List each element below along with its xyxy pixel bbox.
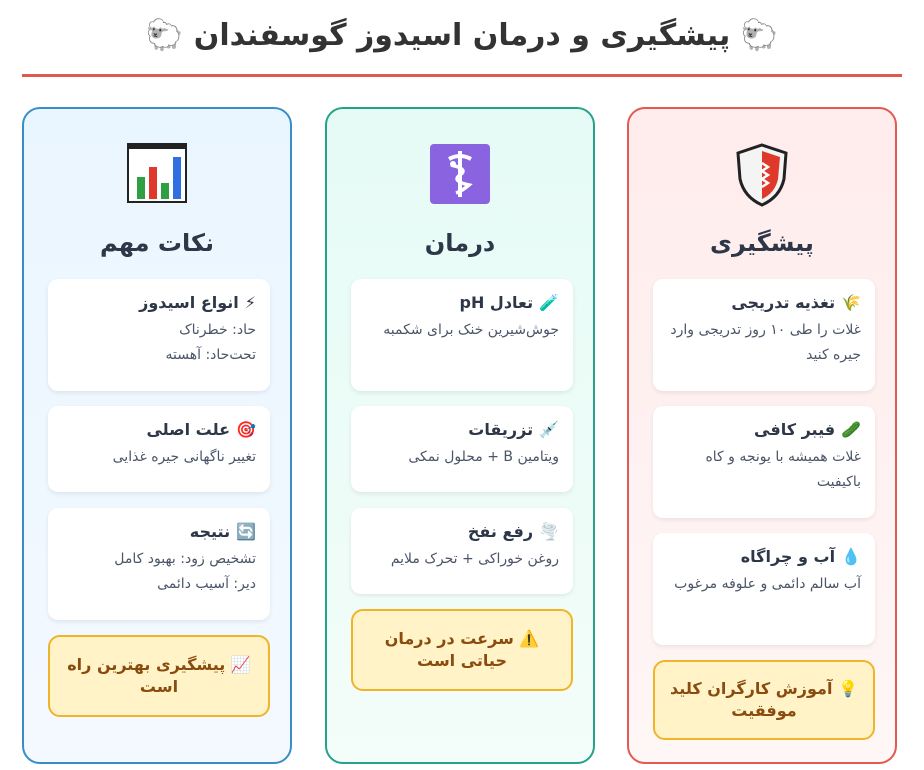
droplet-icon: 💧	[841, 547, 861, 566]
card-title: علت اصلی	[146, 420, 231, 439]
info-card	[48, 406, 270, 492]
card-title: تغذیه تدریجی	[731, 293, 836, 312]
card-title: رفع نفخ	[467, 522, 534, 541]
seedling-icon: 🌾	[841, 293, 861, 312]
card-title: آب و چراگاه	[740, 547, 836, 566]
page-title-text: پیشگیری و درمان اسیدوز گوسفندان	[193, 18, 731, 53]
card-body: غلات را طی ۱۰ روز تدریجی وارد جیره کنید	[670, 322, 861, 363]
note-text: پیشگیری بهترین راه است	[67, 655, 226, 696]
sheep-icon: 🐑	[145, 18, 184, 53]
shield-icon	[629, 143, 895, 207]
card-body: تغییر ناگهانی جیره غذایی	[112, 449, 256, 465]
column-title: پیشگیری	[710, 229, 814, 257]
column-prevention	[627, 107, 897, 764]
column-title: نکات مهم	[100, 229, 214, 257]
column-title: درمان	[424, 229, 496, 257]
card-title: انواع اسیدوز	[139, 293, 239, 312]
page-header	[22, 0, 902, 77]
card-body: تشخیص زود: بهبود کامل دیر: آسیب دائمی	[114, 551, 256, 592]
note-text: سرعت در درمان حیاتی است	[384, 629, 514, 670]
chart-up-icon: 📈	[230, 655, 251, 674]
sheep-icon: 🐑	[740, 18, 779, 53]
info-card	[653, 533, 875, 645]
info-card	[48, 279, 270, 391]
card-title: نتیجه	[189, 522, 231, 541]
bar-chart-icon	[24, 143, 290, 207]
card-body: روغن خوراکی + تحرک ملایم	[390, 551, 559, 567]
test-tube-icon: 🧪	[539, 293, 559, 312]
card-body: حاد: خطرناک تحت‌حاد: آهسته	[165, 322, 256, 363]
lightning-icon: ⚡	[244, 293, 256, 312]
medical-icon	[327, 143, 593, 207]
highlight-note	[351, 609, 573, 691]
tornado-icon: 🌪️	[539, 522, 559, 541]
card-title: تزریقات	[468, 420, 534, 439]
card-title: فیبر کافی	[754, 420, 836, 439]
note-text: آموزش کارگران کلید موفقیت	[670, 679, 833, 720]
highlight-note	[653, 660, 875, 740]
page-title	[22, 18, 902, 53]
info-card	[653, 406, 875, 518]
refresh-icon: 🔄	[236, 522, 256, 541]
cucumber-icon: 🥒	[841, 420, 861, 439]
info-card	[653, 279, 875, 391]
target-icon: 🎯	[236, 420, 256, 439]
info-card	[351, 508, 573, 594]
info-card	[48, 508, 270, 620]
warning-icon: ⚠️	[519, 629, 540, 648]
syringe-icon: 💉	[539, 420, 559, 439]
column-treatment	[325, 107, 595, 764]
card-title: تعادل pH	[459, 293, 534, 312]
column-key-points	[22, 107, 292, 764]
card-body: آب سالم دائمی و علوفه مرغوب	[674, 576, 861, 592]
highlight-note	[48, 635, 270, 717]
lightbulb-icon: 💡	[838, 679, 858, 698]
info-card	[351, 406, 573, 492]
card-body: جوش‌شیرین خنک برای شکمبه	[383, 322, 559, 338]
card-body: ویتامین B + محلول نمکی	[408, 449, 559, 465]
card-body: غلات همیشه با یونجه و کاه باکیفیت	[705, 449, 861, 490]
info-card	[351, 279, 573, 391]
